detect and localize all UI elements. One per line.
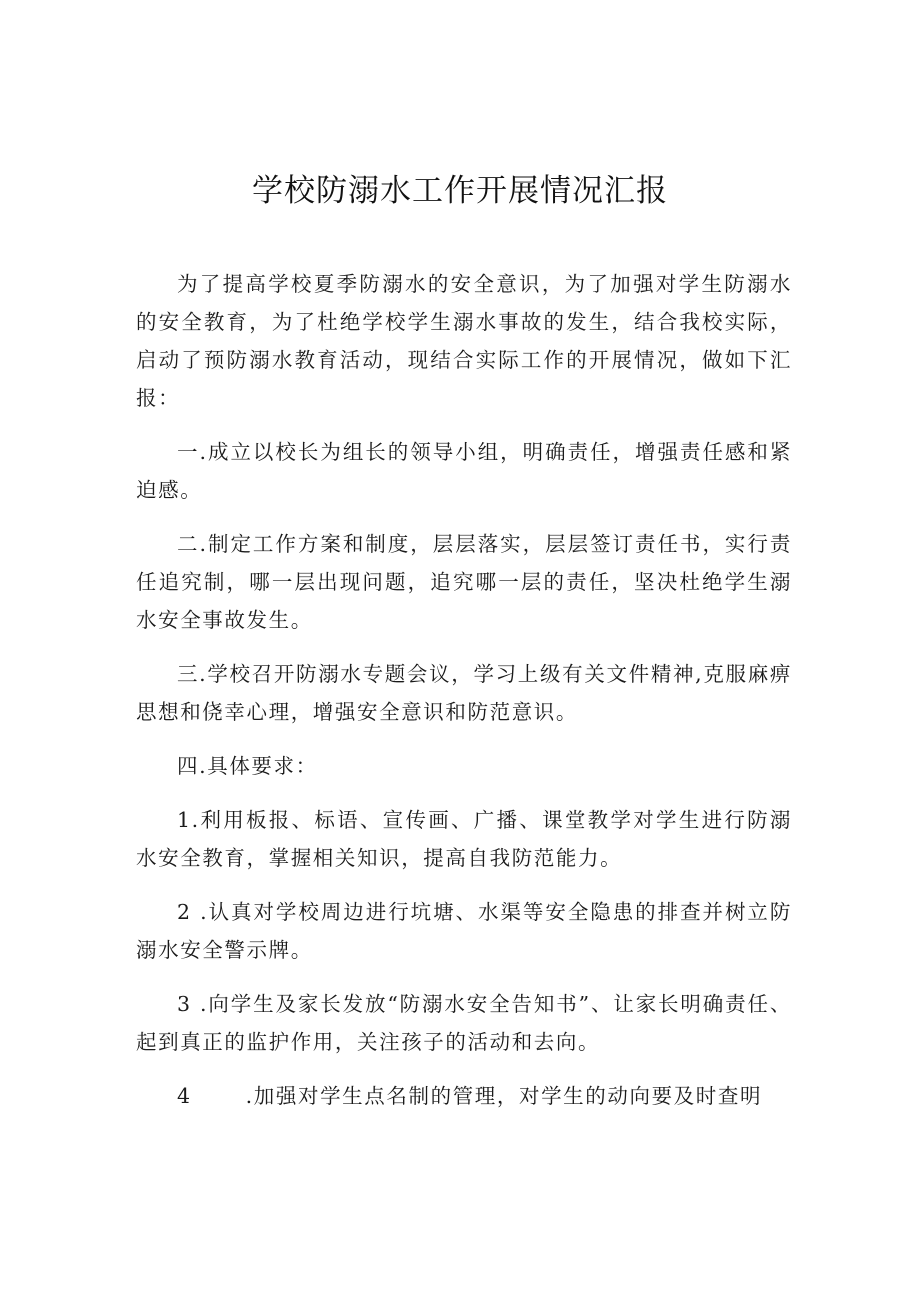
document-body — [136, 265, 792, 1131]
requirement-1: 1.利用板报、标语、宣传画、广播、课堂教学对学生进行防溺水安全教育，掌握相关知识，提高自我防范能力。 — [136, 808, 792, 870]
requirement-4-number: 4 — [177, 1084, 192, 1108]
requirement-4 — [136, 1077, 792, 1115]
intro-paragraph: 为了提高学校夏季防溺水的安全意识，为了加强对学生防溺水的安全教育，为了杜绝学校学生溺水事故的发生，结合我校实际，启动了预防溺水教育活动，现结合实际工作的开展情况，做如下汇报： — [136, 272, 792, 410]
paragraph-item-2: 二.制定工作方案和制度，层层落实，层层签订责任书，实行责任追究制，哪一层出现问题，追究哪一层的责任，坚决杜绝学生溺水安全事故发生。 — [136, 532, 792, 632]
paragraph-item-1: 一.成立以校长为组长的领导小组，明确责任，增强责任感和紧迫感。 — [136, 440, 792, 502]
requirement-3: 3 .向学生及家长发放“防溺水安全告知书”、让家长明确责任、起到真正的监护作用，关注孩子的活动和去向。 — [136, 992, 792, 1054]
paragraph-item-3: 三.学校召开防溺水专题会议，学习上级有关文件精神,克服麻痹思想和侥幸心理，增强安全意识和防范意识。 — [136, 662, 792, 724]
paragraph-item-4-heading: 四.具体要求： — [177, 754, 318, 778]
requirement-4-text: .加强对学生点名制的管理，对学生的动向要及时查明 — [245, 1084, 763, 1108]
requirement-2: 2 .认真对学校周边进行坑塘、水渠等安全隐患的排查并树立防溺水安全警示牌。 — [136, 900, 792, 962]
document-title: 学校防溺水工作开展情况汇报 — [252, 173, 668, 209]
